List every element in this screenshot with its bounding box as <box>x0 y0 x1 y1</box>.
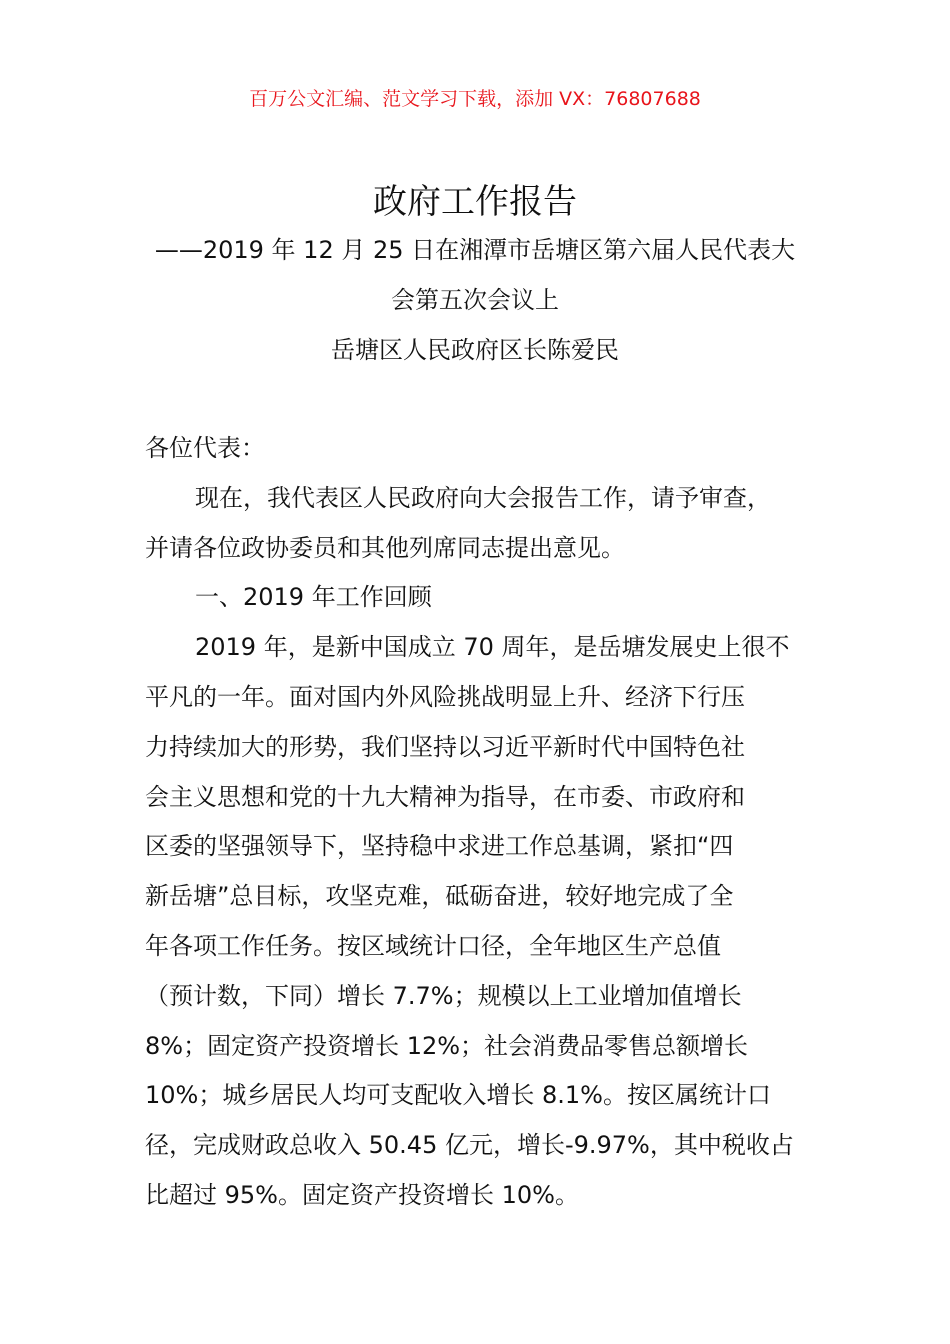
document-title: 政府工作报告 <box>373 182 577 222</box>
body-line: 2019 年，是新中国成立 70 周年，是岳塘发展史上很不 <box>195 633 790 662</box>
body-line: 会主义思想和党的十九大精神为指导，在市委、市政府和 <box>145 782 745 811</box>
body-line: 力持续加大的形势，我们坚持以习近平新时代中国特色社 <box>145 732 745 761</box>
body-line: （预计数，下同）增长 7.7%；规模以上工业增加值增长 <box>145 981 742 1010</box>
body-line: 年各项工作任务。按区域统计口径，全年地区生产总值 <box>145 932 721 960</box>
body-line: 区委的坚强领导下，坚持稳中求进工作总基调，紧扣“四 <box>145 832 734 861</box>
subtitle-line-2: 会第五次会议上 <box>391 286 559 314</box>
body-line: 现在，我代表区人民政府向大会报告工作，请予审查， <box>195 483 771 512</box>
body-line: 径，完成财政总收入 50.45 亿元，增长-9.97%，其中税收占 <box>145 1131 794 1160</box>
body-line: 平凡的一年。面对国内外风险挑战明显上升、经济下行压 <box>145 683 745 711</box>
subtitle-line-3: 岳塘区人民政府区长陈爱民 <box>331 336 619 364</box>
section-heading: 一、2019 年工作回顾 <box>195 583 432 612</box>
body-line: 并请各位政协委员和其他列席同志提出意见。 <box>145 533 625 562</box>
body-line: 比超过 95%。固定资产投资增长 10%。 <box>145 1181 579 1209</box>
body-line: 8%；固定资产投资增长 12%；社会消费品零售总额增长 <box>145 1031 749 1060</box>
body-line: 新岳塘”总目标，攻坚克难，砥砺奋进，较好地完成了全 <box>145 882 734 911</box>
subtitle-line-1: ——2019 年 12 月 25 日在湘潭市岳塘区第六届人民代表大 <box>154 236 796 264</box>
watermark-notice: 百万公文汇编、范文学习下载，添加 VX：76807688 <box>249 88 701 110</box>
salutation: 各位代表： <box>145 434 265 462</box>
body-line: 10%；城乡居民人均可支配收入增长 8.1%。按区属统计口 <box>145 1081 771 1110</box>
